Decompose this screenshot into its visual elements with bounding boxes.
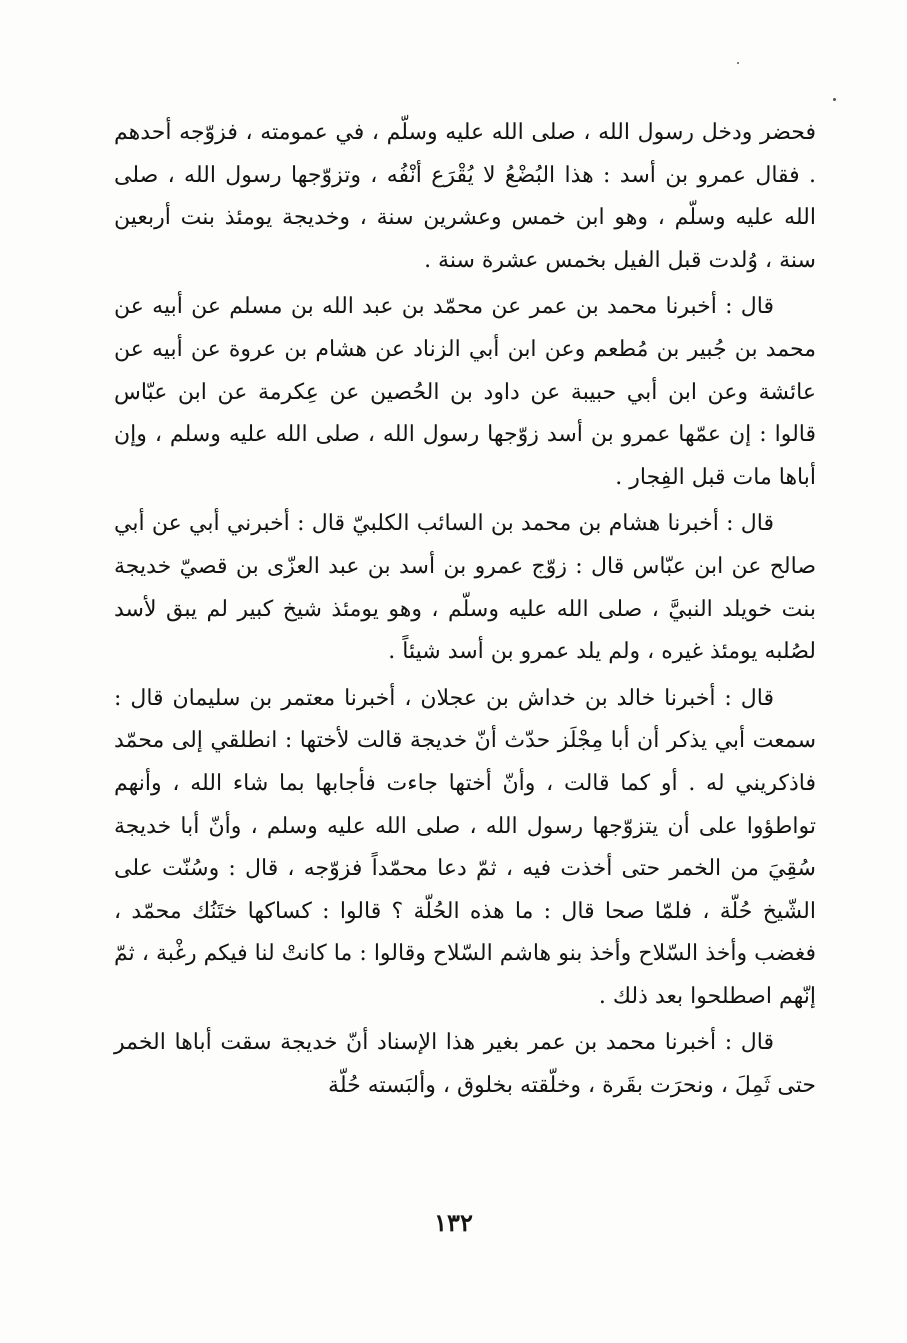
paragraph-1: فحضر ودخل رسول الله ، صلى الله عليه وسلّم ، في عمومته ، فزوّجه أحدهم . فقال عمرو بن أسد : هذا البُضْعُ لا يُقْرَع أنْفُه ، وتزوّجها رسول الله ، صلى الله عليه وسلّم ، وهو ابن خمس وعشرين سنة ، وخديجة يومئذ بنت أربعين سنة ، وُلدت قبل الفيل بخمس عشرة سنة . bbox=[114, 120, 816, 273]
body-text bbox=[114, 112, 816, 1108]
page-number: ١٣٢ bbox=[434, 1208, 473, 1237]
paragraph-2: قال : أخبرنا محمد بن عمر عن محمّد بن عبد الله بن مسلم عن أبيه عن محمد بن جُبير بن مُطعم وعن ابن أبي الزناد عن هشام بن عروة عن أبيه عن عائشة وعن ابن أبي حبيبة عن داود بن الحُصين عن عِكرمة عن ابن عبّاس قالوا : إن عمّها عمرو بن أسد زوّجها رسول الله ، صلى الله عليه وسلم ، وإن أباها مات قبل الفِجار . bbox=[114, 294, 817, 490]
paragraph-4: قال : أخبرنا خالد بن خداش بن عجلان ، أخبرنا معتمر بن سليمان قال : سمعت أبي يذكر أن أبا مِجْلَز حدّث أنّ خديجة قالت لأختها : انطلقي إلى محمّد فاذكريني له . أو كما قالت ، وأنّ أختها جاءت فأجابها بما شاء الله ، وأنهم تواطؤوا على أن يتزوّجها رسول الله ، صلى الله عليه وسلم ، وأنّ أبا خديجة سُقِيَ من الخمر حتى أخذت فيه ، ثمّ دعا محمّداً فزوّجه ، قال : وسُنّت على الشّيخ حُلّة ، فلمّا صحا قال : ما هذه الحُلّة ؟ قالوا : كساكها ختَنُك محمّد ، فغضب وأخذ السّلاح وأخذ بنو هاشم السّلاح وقالوا : ما كانتْ لنا فيكم رغْبة ، ثمّ إنّهم اصطلحوا بعد ذلك . bbox=[114, 685, 816, 1009]
paragraph-3: قال : أخبرنا هشام بن محمد بن السائب الكلبيّ قال : أخبرني أبي عن أبي صالح عن ابن عبّاس قال : زوّج عمرو بن أسد بن عبد العزّى بن قصيّ خديجة بنت خويلد النبيَّ ، صلى الله عليه وسلّم ، وهو يومئذ شيخ كبير لم يبق لأسد لصُلبه يومئذ غيره ، ولم يلد عمرو بن أسد شيئاً . bbox=[114, 511, 816, 665]
scan-speck bbox=[737, 62, 739, 64]
paragraph-5: قال : أخبرنا محمد بن عمر بغير هذا الإسناد أنّ خديجة سقت أباها الخمر حتى ثَمِلَ ، ونحرَت بقَرة ، وخلّقته بخلوق ، وألبَسته حُلّة bbox=[114, 1030, 816, 1099]
scan-speck bbox=[833, 98, 836, 101]
